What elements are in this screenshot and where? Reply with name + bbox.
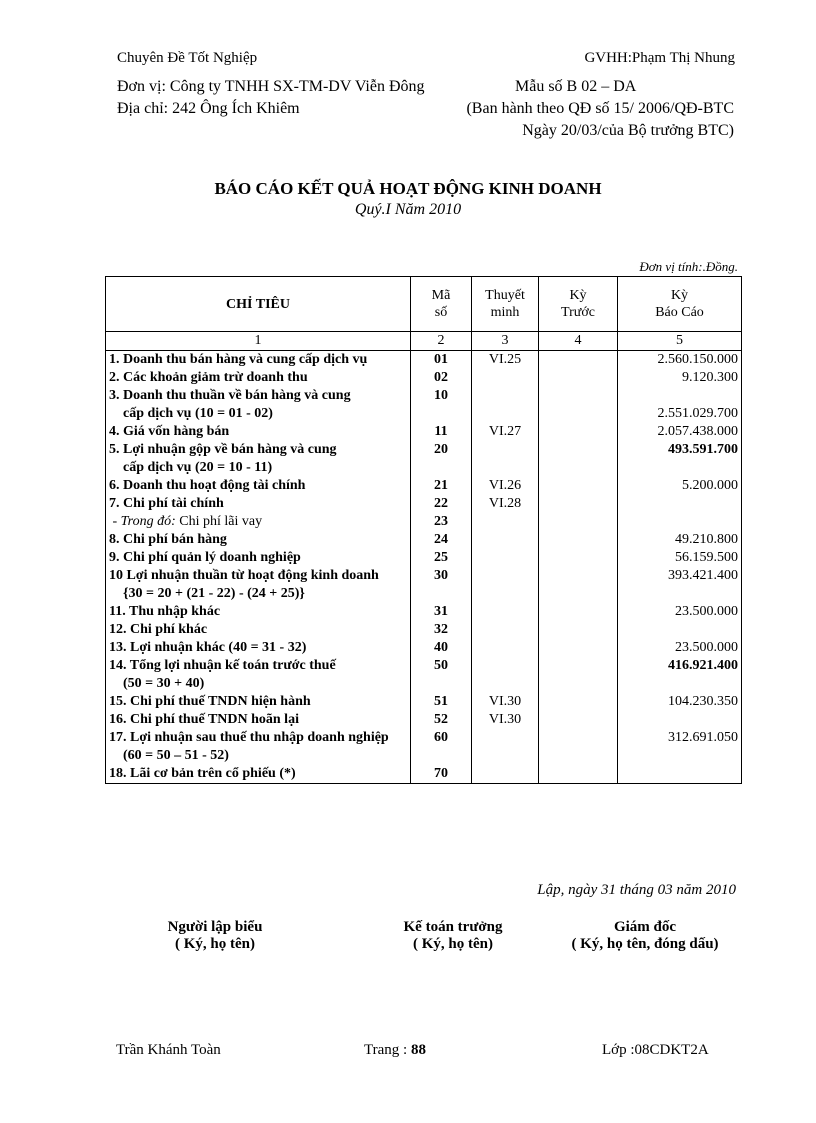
row-current-value <box>618 495 742 513</box>
row-prev-period <box>539 639 618 657</box>
row-note <box>472 567 539 603</box>
table-row <box>106 729 742 765</box>
col-number: 3 <box>472 332 539 351</box>
director-hint: ( Ký, họ tên, đóng dấu) <box>571 936 719 952</box>
row-current-value: 49.210.800 <box>618 531 742 549</box>
row-name: 18. Lãi cơ bản trên cổ phiếu (*) <box>109 766 296 781</box>
row-label <box>106 441 411 477</box>
row-code: 52 <box>411 711 472 729</box>
row-name: 7. Chi phí tài chính <box>109 496 224 511</box>
row-code: 40 <box>411 639 472 657</box>
row-code: 50 <box>411 657 472 693</box>
row-current-value: 9.120.300 <box>618 369 742 387</box>
row-prev-period <box>539 729 618 765</box>
row-prev-period <box>539 549 618 567</box>
footer-class: Lớp :08CDKT2A <box>602 1042 709 1058</box>
footer-page-number: 88 <box>410 1042 426 1058</box>
table-row <box>106 513 742 531</box>
row-label <box>106 567 411 603</box>
row-note: VI.26 <box>472 477 539 495</box>
row-formula: cấp dịch vụ (20 = 10 - 11) <box>123 460 273 475</box>
accountant-signature-block <box>378 919 528 953</box>
row-note <box>472 441 539 477</box>
row-note <box>472 603 539 621</box>
row-note <box>472 549 539 567</box>
row-label <box>106 549 411 567</box>
header-right: GVHH:Phạm Thị Nhung <box>584 50 735 66</box>
row-current-value: 2.551.029.700 <box>618 387 742 423</box>
row-current-value: 104.230.350 <box>618 693 742 711</box>
row-current-value: 312.691.050 <box>618 729 742 765</box>
row-note <box>472 531 539 549</box>
row-prev-period <box>539 513 618 531</box>
preparer-title: Người lập biểu <box>167 919 263 935</box>
row-prev-period <box>539 603 618 621</box>
issued-date: Ngày 20/03/của Bộ trưởng BTC) <box>522 122 734 139</box>
table-row <box>106 549 742 567</box>
row-current-value <box>618 621 742 639</box>
row-label <box>106 765 411 784</box>
row-code: 60 <box>411 729 472 765</box>
row-label <box>106 711 411 729</box>
row-label <box>106 603 411 621</box>
row-prev-period <box>539 441 618 477</box>
footer-student: Trần Khánh Toàn <box>116 1042 221 1058</box>
row-sub-text: Chi phí lãi vay <box>179 514 263 529</box>
row-code: 32 <box>411 621 472 639</box>
row-prev-period <box>539 657 618 693</box>
row-note <box>472 765 539 784</box>
table-row <box>106 387 742 423</box>
col-number: 1 <box>106 332 411 351</box>
table-row <box>106 567 742 603</box>
report-period: Quý.I Năm 2010 <box>354 201 462 218</box>
row-note <box>472 657 539 693</box>
table-row <box>106 441 742 477</box>
row-label <box>106 639 411 657</box>
table-header-row <box>106 277 742 332</box>
org-address: Địa chỉ: 242 Ông Ích Khiêm <box>117 100 300 117</box>
row-label <box>106 369 411 387</box>
row-prev-period <box>539 693 618 711</box>
row-prev-period <box>539 369 618 387</box>
row-name: 16. Chi phí thuế TNDN hoãn lại <box>109 712 299 727</box>
row-note <box>472 621 539 639</box>
row-note <box>472 639 539 657</box>
accountant-hint: ( Ký, họ tên) <box>413 936 493 952</box>
row-current-value: 5.200.000 <box>618 477 742 495</box>
accountant-title: Kế toán trưởng <box>403 919 503 935</box>
row-current-value: 416.921.400 <box>618 657 742 693</box>
row-name: 15. Chi phí thuế TNDN hiện hành <box>109 694 311 709</box>
director-title: Giám đốc <box>613 919 677 935</box>
row-sub-prefix: Trong đó: <box>120 514 176 529</box>
row-label <box>106 693 411 711</box>
row-code: 21 <box>411 477 472 495</box>
row-code: 31 <box>411 603 472 621</box>
form-number: Mẫu số B 02 – DA <box>515 78 637 95</box>
table-row <box>106 657 742 693</box>
preparer-signature-block <box>140 919 290 953</box>
row-code: 51 <box>411 693 472 711</box>
table-row <box>106 621 742 639</box>
row-code: 01 <box>411 351 472 370</box>
table-row <box>106 531 742 549</box>
row-label <box>106 513 411 531</box>
report-date: Lập, ngày 31 tháng 03 năm 2010 <box>537 882 736 898</box>
table-row <box>106 711 742 729</box>
row-prev-period <box>539 351 618 370</box>
row-current-value <box>618 765 742 784</box>
row-formula: cấp dịch vụ (10 = 01 - 02) <box>123 406 273 421</box>
row-prev-period <box>539 495 618 513</box>
row-name: 2. Các khoản giảm trừ doanh thu <box>109 370 308 385</box>
row-name: 9. Chi phí quản lý doanh nghiệp <box>109 550 301 565</box>
row-label <box>106 531 411 549</box>
row-label <box>106 423 411 441</box>
row-name: 13. Lợi nhuận khác (40 = 31 - 32) <box>109 640 307 655</box>
row-name: 1. Doanh thu bán hàng và cung cấp dịch vụ <box>109 352 368 367</box>
row-note <box>472 729 539 765</box>
row-note: VI.30 <box>472 711 539 729</box>
row-current-value <box>618 711 742 729</box>
row-code: 22 <box>411 495 472 513</box>
row-code: 30 <box>411 567 472 603</box>
row-prev-period <box>539 765 618 784</box>
table-row <box>106 693 742 711</box>
row-prev-period <box>539 477 618 495</box>
row-current-value: 23.500.000 <box>618 603 742 621</box>
row-current-value: 23.500.000 <box>618 639 742 657</box>
row-current-value: 493.591.700 <box>618 441 742 477</box>
row-code: 02 <box>411 369 472 387</box>
table-row <box>106 423 742 441</box>
row-code: 25 <box>411 549 472 567</box>
org-unit: Đơn vị: Công ty TNHH SX-TM-DV Viễn Đông <box>117 78 425 95</box>
row-current-value: 2.057.438.000 <box>618 423 742 441</box>
row-formula: (50 = 30 + 40) <box>123 676 205 691</box>
row-code: 70 <box>411 765 472 784</box>
income-statement-table <box>105 276 742 784</box>
col-header-code: Mã số <box>411 277 472 332</box>
row-prev-period <box>539 567 618 603</box>
row-code: 11 <box>411 423 472 441</box>
footer-page <box>364 1042 426 1059</box>
row-label <box>106 477 411 495</box>
row-formula: {30 = 20 + (21 - 22) - (24 + 25)} <box>123 586 305 601</box>
row-label <box>106 495 411 513</box>
row-name: 6. Doanh thu hoạt động tài chính <box>109 478 306 493</box>
col-number: 4 <box>539 332 618 351</box>
row-code: 10 <box>411 387 472 423</box>
col-header-note: Thuyết minh <box>472 277 539 332</box>
row-current-value <box>618 513 742 531</box>
row-label <box>106 657 411 693</box>
row-name: 17. Lợi nhuận sau thuế thu nhập doanh nghiệp <box>109 730 389 745</box>
col-header-name: CHỈ TIÊU <box>106 277 411 332</box>
col-number: 2 <box>411 332 472 351</box>
table-row <box>106 369 742 387</box>
row-note <box>472 513 539 531</box>
col-number: 5 <box>618 332 742 351</box>
unit-note: Đơn vị tính:.Đồng. <box>639 259 738 274</box>
director-signature-block <box>560 919 730 953</box>
row-note: VI.27 <box>472 423 539 441</box>
row-note <box>472 369 539 387</box>
row-code: 24 <box>411 531 472 549</box>
row-note: VI.30 <box>472 693 539 711</box>
footer-page-label: Trang : <box>364 1042 408 1058</box>
row-prev-period <box>539 621 618 639</box>
col-header-prev: Kỳ Trước <box>539 277 618 332</box>
report-title: BÁO CÁO KẾT QUẢ HOẠT ĐỘNG KINH DOANH <box>214 179 602 198</box>
row-note: VI.25 <box>472 351 539 370</box>
col-header-current: Kỳ Báo Cáo <box>618 277 742 332</box>
row-note <box>472 387 539 423</box>
row-label <box>106 621 411 639</box>
preparer-hint: ( Ký, họ tên) <box>175 936 255 952</box>
table-row <box>106 639 742 657</box>
row-code: 23 <box>411 513 472 531</box>
row-label <box>106 351 411 370</box>
row-current-value: 2.560.150.000 <box>618 351 742 370</box>
row-prev-period <box>539 387 618 423</box>
row-name: 3. Doanh thu thuần về bán hàng và cung <box>109 388 351 403</box>
row-sub-label: - Trong đó: Chi phí lãi vay <box>109 514 263 529</box>
row-prev-period <box>539 531 618 549</box>
row-prev-period <box>539 711 618 729</box>
row-label <box>106 387 411 423</box>
header-left: Chuyên Đề Tốt Nghiệp <box>117 50 258 66</box>
table-row <box>106 765 742 784</box>
column-number-row <box>106 332 742 351</box>
row-code: 20 <box>411 441 472 477</box>
row-current-value: 56.159.500 <box>618 549 742 567</box>
row-current-value: 393.421.400 <box>618 567 742 603</box>
row-formula: (60 = 50 – 51 - 52) <box>123 748 229 763</box>
row-name: 4. Giá vốn hàng bán <box>109 424 230 439</box>
row-name: 5. Lợi nhuận gộp về bán hàng và cung <box>109 442 337 457</box>
row-name: 12. Chi phí khác <box>109 622 208 637</box>
row-prev-period <box>539 423 618 441</box>
row-name: 8. Chi phí bán hàng <box>109 532 227 547</box>
row-name: 10 Lợi nhuận thuần từ hoạt động kinh doanh <box>109 568 379 583</box>
table-row <box>106 603 742 621</box>
row-name: 11. Thu nhập khác <box>109 604 221 619</box>
table-row <box>106 495 742 513</box>
row-note: VI.28 <box>472 495 539 513</box>
issued-decision: (Ban hành theo QĐ số 15/ 2006/QĐ-BTC <box>466 100 734 117</box>
row-name: 14. Tổng lợi nhuận kế toán trước thuế <box>109 658 336 673</box>
row-label <box>106 729 411 765</box>
table-row <box>106 351 742 370</box>
table-row <box>106 477 742 495</box>
